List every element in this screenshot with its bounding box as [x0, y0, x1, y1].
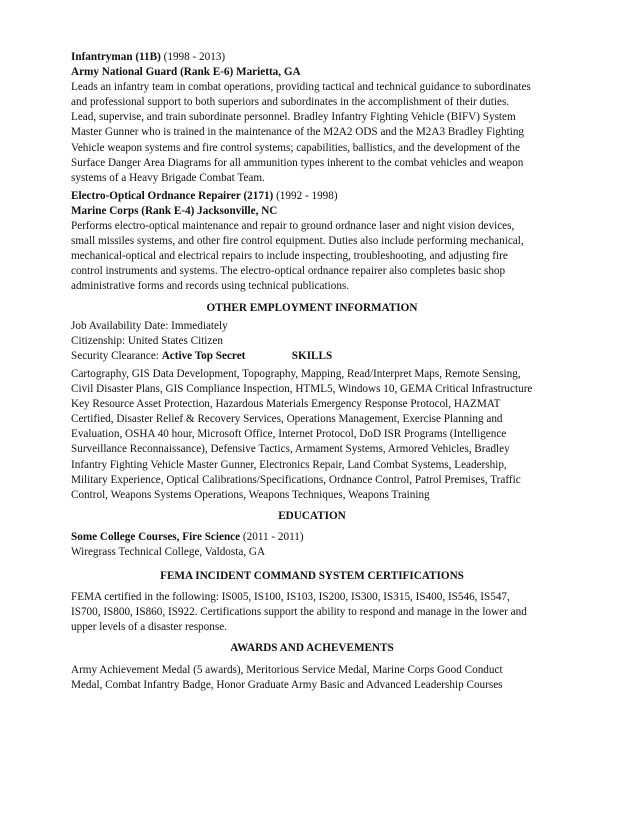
job-title-line [71, 50, 553, 65]
job-availability: Job Availability Date: Immediately [71, 319, 228, 332]
job-organization: Army National Guard (Rank E-6) Marietta, GA [71, 66, 301, 79]
awards-line: Medal, Combat Infantry Badge, Honor Graduate Army Basic and Advanced Leadership Courses [71, 678, 503, 691]
job-entry-infantryman [71, 50, 553, 186]
education-degree-line [71, 530, 553, 545]
job-organization: Marine Corps (Rank E-4) Jacksonville, NC [71, 204, 278, 217]
section-heading: FEMA INCIDENT COMMAND SYSTEM CERTIFICATIONS [160, 570, 464, 583]
section-heading: OTHER EMPLOYMENT INFORMATION [206, 301, 418, 314]
job-description-line: Performs electro-optical maintenance and repair to ground ordnance laser and night vision devices, [71, 220, 515, 233]
education-school: Wiregrass Technical College, Valdosta, GA [71, 546, 266, 558]
job-description-line: administrative forms and records using technical publications. [71, 280, 350, 293]
resume-content [71, 50, 553, 693]
skills-line: Civil Disaster Plans, GIS Compliance Inspection, HTML5, Windows 10, GEMA Critical Infrastructure [71, 383, 533, 396]
section-awards [71, 641, 553, 692]
job-entry-ordnance-repairer [71, 189, 553, 295]
section-heading: SKILLS [291, 349, 333, 362]
clearance-label: Security Clearance: [71, 349, 162, 362]
skills-line: Certified, Disaster Relief & Recovery Services, Operations Management, Exercise Planning and [71, 413, 503, 426]
section-education [71, 509, 553, 560]
job-title-line [71, 189, 553, 204]
job-description-line: Lead, supervise, and train subordinate personnel. Bradley Infantry Fighting Vehicle (BIFV) System [71, 111, 516, 124]
skills-line: Infantry Fighting Vehicle Master Gunner, Electronics Repair, Land Combat Systems, Leadership, [71, 458, 507, 471]
job-description-line: Surface Danger Area Diagrams for all ammunition types inherent to the combat vehicles and weapon [71, 156, 524, 169]
section-heading: EDUCATION [278, 509, 346, 522]
job-description-line: mechanical-optical and electrical repairs to include inspecting, troubleshooting, and adjusting fire [71, 250, 508, 263]
section-certifications [71, 569, 553, 635]
job-title: Electro-Optical Ordnance Repairer (2171) [71, 189, 274, 202]
job-description-line: small missiles systems, and other fire control equipment. Duties also include performing mechanical, [71, 235, 524, 248]
job-description-line: Leads an infantry team in combat operations, providing tactical and technical guidance to subordinates [71, 81, 531, 94]
skills-line: Cartography, GIS Data Development, Topography, Mapping, Read/Interpret Maps, Remote Sensing, [71, 367, 521, 380]
certifications-line: FEMA certified in the following: IS005, IS100, IS103, IS200, IS300, IS315, IS400, IS546, IS547, [71, 591, 510, 604]
clearance-value: Active Top Secret [161, 349, 246, 362]
certifications-line: upper levels of a disaster response. [71, 621, 227, 634]
job-title: Infantryman (11B) [71, 51, 161, 63]
skills-line: Evaluation, OSHA 40 hour, Microsoft Office, Internet Protocol, DoD ISR Programs (Intelligence [71, 428, 507, 441]
job-description-line: Vehicle weapon systems and fire control systems; capabilities, ballistics, and the development of the [71, 141, 520, 154]
job-years: (1998 - 2013) [160, 51, 226, 63]
job-description-line: Master Gunner who is trained in the maintenance of the M2A2 ODS and the M2A3 Bradley Fighting [71, 126, 525, 139]
section-heading: AWARDS AND ACHEVEMENTS [230, 642, 394, 655]
skills-line: Control, Weapons Systems Operations, Weapons Techniques, Weapons Training [71, 488, 430, 501]
skills-line: Key Resource Asset Protection, Hazardous Materials Emergency Response Protocol, HAZMAT [71, 398, 501, 411]
section-skills [71, 349, 553, 503]
citizenship: Citizenship: United States Citizen [71, 334, 223, 347]
skills-line: Military Experience, Optical Calibrations/Specifications, Ordnance Control, Patrol Premises, Traffic [71, 473, 521, 486]
job-description-line: and professional support to both superiors and subordinates in the accomplishment of their duties. [71, 96, 510, 109]
job-description-line: control instruments and systems. The electro-optical ordnance repairer also completes basic shop [71, 265, 506, 278]
job-years: (1992 - 1998) [273, 189, 338, 202]
education-degree: Some College Courses, Fire Science [71, 530, 241, 543]
awards-line: Army Achievement Medal (5 awards), Meritorious Service Medal, Marine Corps Good Conduct [71, 663, 503, 676]
job-description-line: systems of a Heavy Brigade Combat Team. [71, 171, 265, 184]
skills-line: Surveillance Reconnaissance), Defensive Tactics, Armament Systems, Armored Vehicles, Bradley [71, 443, 510, 456]
education-years: (2011 - 2011) [240, 530, 304, 543]
certifications-line: IS700, IS800, IS860, IS922. Certifications support the ability to respond and manage in the lower and [71, 606, 527, 619]
